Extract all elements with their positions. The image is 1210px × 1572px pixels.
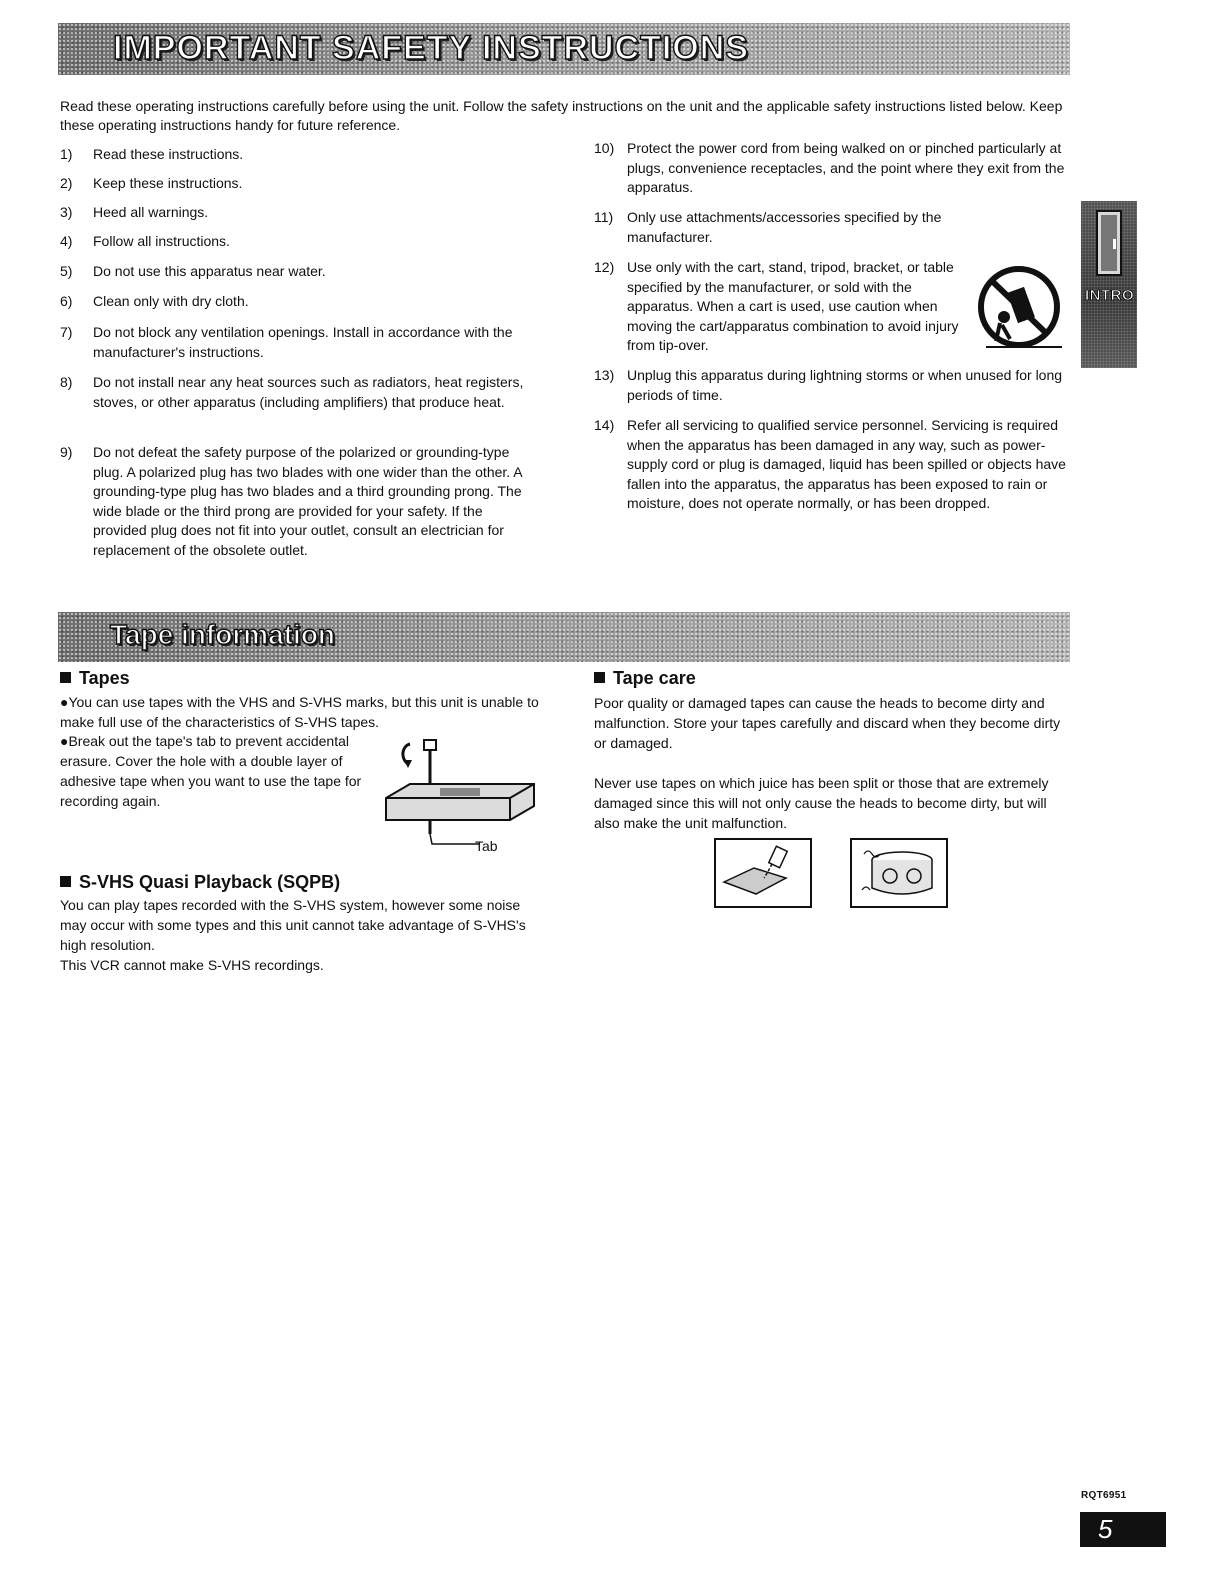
safety-item-7 [60, 323, 540, 363]
item-text: Do not install near any heat sources such as radiators, heat registers, stoves, or other apparatus (including amplifiers) that produce heat. [93, 374, 524, 410]
safety-title: IMPORTANT SAFETY INSTRUCTIONS [113, 29, 749, 67]
juice-spill-illustration [714, 838, 812, 908]
item-text: Read these instructions. [93, 146, 244, 162]
safety-item-8 [60, 373, 540, 433]
tape-title: Tape information [110, 619, 336, 650]
document-code: RQT6951 [1081, 1490, 1127, 1501]
safety-banner [58, 23, 1070, 75]
item-number: 12) [594, 259, 615, 275]
tab-label: Tab [475, 838, 498, 854]
item-number: 5) [60, 263, 73, 279]
sqpb-heading [60, 872, 340, 893]
sqpb-text-1: You can play tapes recorded with the S-VHS system, however some noise may occur with some types and this unit cannot take advantage of S-VHS's high resolution. [60, 897, 526, 953]
safety-item-10 [594, 139, 1070, 199]
safety-intro: Read these operating instructions carefully before using the unit. Follow the safety instructions on the unit and the applicable safety instructions listed below. Keep these operating instructions handy for future reference. [60, 98, 1063, 133]
item-text: Refer all servicing to qualified service personnel. Servicing is required when the apparatus has been damaged in any way, such as power-supply cord or plug is damaged, liquid has been spilled or objects have fallen into the apparatus, the apparatus has been exposed to rain or moisture, does not operate normally, or has been dropped. [627, 417, 1066, 511]
tape-care-heading [594, 668, 696, 689]
cart-tip-over-warning-icon [972, 265, 1068, 355]
safety-item-3 [60, 203, 540, 223]
item-number: 6) [60, 293, 73, 309]
item-number: 13) [594, 367, 615, 383]
item-number: 4) [60, 233, 73, 249]
item-text: Do not use this apparatus near water. [93, 263, 326, 279]
tape-banner [58, 612, 1070, 662]
door-icon [1095, 209, 1125, 279]
item-number: 11) [594, 209, 614, 225]
square-bullet-icon [60, 672, 71, 683]
item-text: Unplug this apparatus during lightning storms or when unused for long periods of time. [627, 367, 1063, 403]
tapes-bullet-1: ●You can use tapes with the VHS and S-VHS marks, but this unit is unable to make full use of the characteristics of S-VHS tapes. [60, 694, 539, 730]
item-number: 9) [60, 444, 73, 460]
tape-care-text-1: Poor quality or damaged tapes can cause the heads to become dirty and malfunction. Store your tapes carefully and discard when they become dirty or damaged. [594, 695, 1061, 751]
item-text: Protect the power cord from being walked on or pinched particularly at plugs, convenience receptacles, and the point where they exit from the apparatus. [627, 140, 1065, 195]
item-number: 3) [60, 204, 73, 220]
item-text: Follow all instructions. [93, 233, 230, 249]
item-number: 1) [60, 146, 73, 162]
safety-item-5 [60, 262, 540, 282]
tape-care-heading-text: Tape care [613, 668, 696, 688]
safety-item-11 [594, 208, 1070, 248]
item-number: 7) [60, 324, 73, 340]
intro-tab-label: INTRO [1085, 287, 1135, 304]
safety-item-14 [594, 416, 1070, 536]
intro-section-tab[interactable] [1081, 201, 1137, 368]
tapes-heading [60, 668, 130, 689]
item-text: Do not defeat the safety purpose of the polarized or grounding-type plug. A polarized plug has two blades with one wider than the other. A grounding-type plug has two blades and a third grounding prong. The wide blade or the third prong are provided for your safety. If the provided plug does not fit into your outlet, consult an electrician for replacement of the obsolete outlet. [93, 444, 522, 558]
item-text: Only use attachments/accessories specified by the manufacturer. [627, 209, 942, 245]
page-number-box [1080, 1512, 1166, 1547]
item-number: 14) [594, 417, 615, 433]
item-number: 2) [60, 175, 73, 191]
item-text: Use only with the cart, stand, tripod, bracket, or table specified by the manufacturer, or sold with the apparatus. When a cart is used, use caution when moving the cart/apparatus combination to avoid injury from tip-over. [627, 259, 959, 353]
tapes-heading-text: Tapes [79, 668, 130, 688]
square-bullet-icon [594, 672, 605, 683]
safety-item-1 [60, 145, 540, 165]
square-bullet-icon [60, 876, 71, 887]
item-number: 8) [60, 374, 73, 390]
sqpb-heading-text: S-VHS Quasi Playback (SQPB) [79, 872, 341, 892]
item-text: Keep these instructions. [93, 175, 243, 191]
safety-item-2 [60, 174, 540, 194]
page-number: 5 [1098, 1514, 1113, 1544]
tape-care-text-2: Never use tapes on which juice has been split or those that are extremely damaged since this will not only cause the heads to become dirty, but will also make the unit malfunction. [594, 775, 1049, 831]
tapes-bullet-2: ●Break out the tape's tab to prevent accidental erasure. Cover the hole with a double layer of adhesive tape when you want to use the tape for recording again. [60, 733, 362, 809]
safety-item-6 [60, 292, 540, 312]
sqpb-text-2: This VCR cannot make S-VHS recordings. [60, 957, 324, 973]
item-number: 10) [594, 140, 615, 156]
cassette-tab-illustration [380, 736, 540, 842]
safety-item-13 [594, 366, 1070, 406]
item-text: Heed all warnings. [93, 204, 209, 220]
damaged-tape-illustration [850, 838, 948, 908]
item-text: Do not block any ventilation openings. Install in accordance with the manufacturer's instructions. [93, 324, 513, 360]
safety-item-4 [60, 232, 540, 252]
item-text: Clean only with dry cloth. [93, 293, 249, 309]
safety-item-9 [60, 443, 540, 583]
